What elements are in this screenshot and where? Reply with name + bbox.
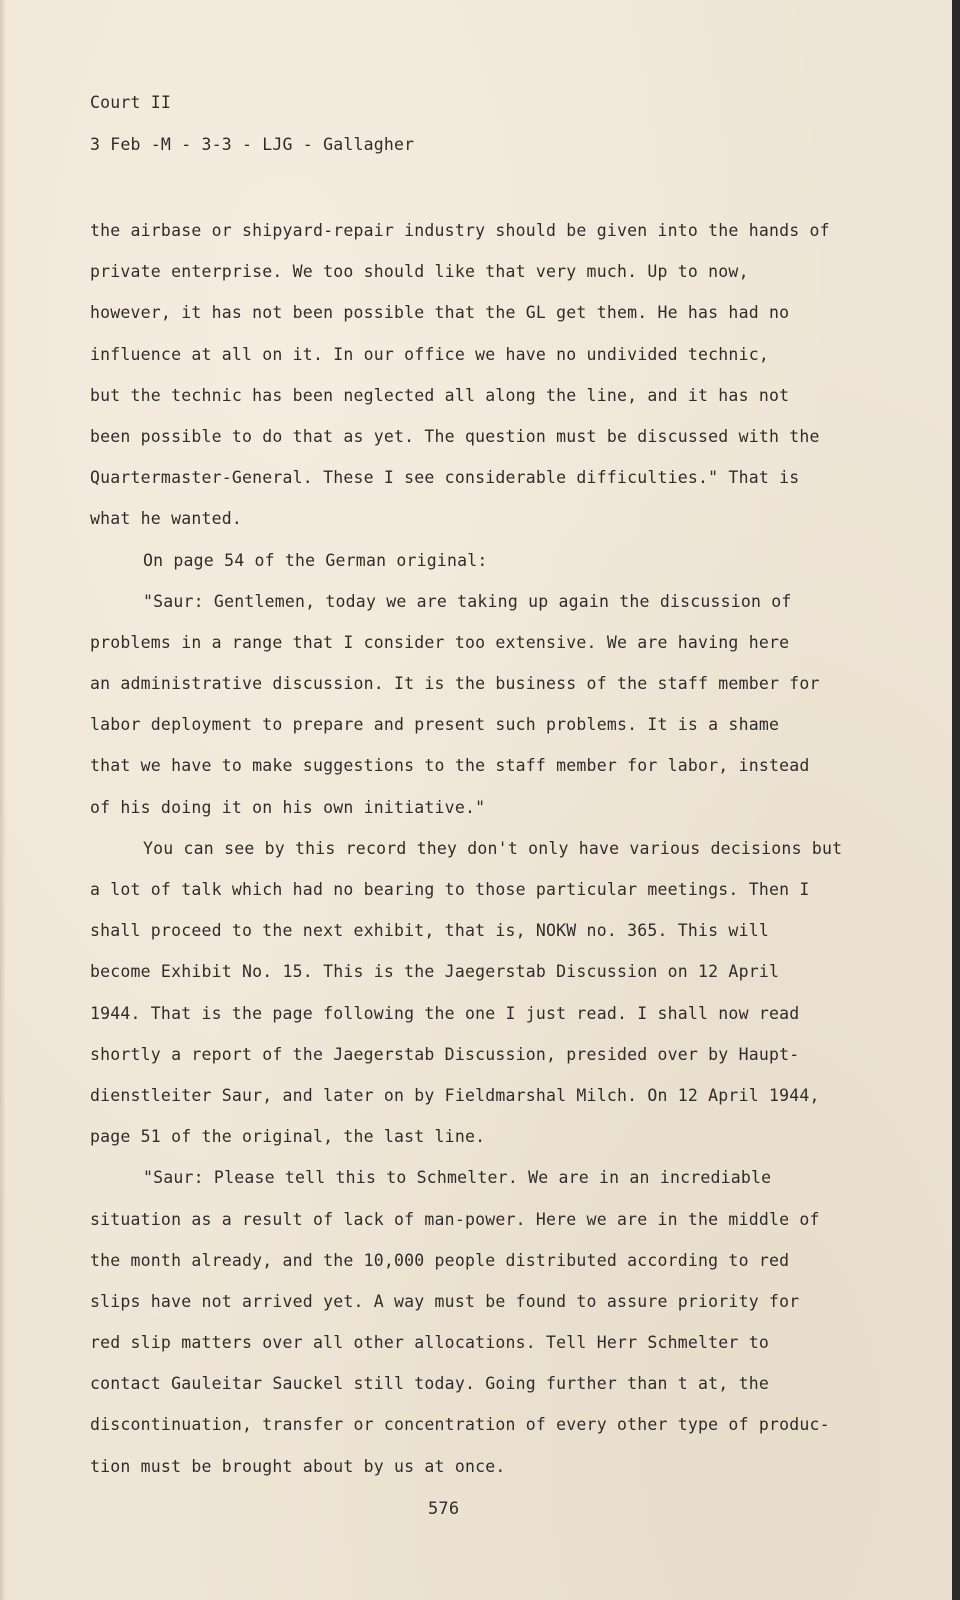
transcript-line: 1944. That is the page following the one I just read. I shall now read — [90, 1003, 800, 1023]
transcript-line: red slip matters over all other allocations. Tell Herr Schmelter to — [90, 1333, 769, 1353]
page-number: 576 — [428, 1499, 460, 1519]
transcript-line: situation as a result of lack of man-power. Here we are in the middle of — [90, 1209, 820, 1229]
transcript-line: contact Gauleitar Sauckel still today. Going further than t at, the — [90, 1374, 769, 1394]
session-heading: 3 Feb -M - 3-3 - LJG - Gallagher — [90, 135, 415, 154]
transcript-line: shall proceed to the next exhibit, that is, NOKW no. 365. This will — [90, 921, 769, 941]
transcript-line: page 51 of the original, the last line. — [90, 1127, 486, 1147]
transcript-line: however, it has not been possible that the GL get them. He has had no — [90, 303, 790, 323]
transcript-line: become Exhibit No. 15. This is the Jaegerstab Discussion on 12 April — [90, 962, 780, 982]
transcript-line: shortly a report of the Jaegerstab Discussion, presided over by Haupt- — [90, 1044, 800, 1064]
transcript-line: what he wanted. — [90, 509, 243, 529]
transcript-line: "Saur: Please tell this to Schmelter. We are in an incrediable — [143, 1168, 772, 1188]
transcript-line: dienstleiter Saur, and later on by Fieldmarshal Milch. On 12 April 1944, — [90, 1085, 820, 1105]
transcript-line: labor deployment to prepare and present such problems. It is a shame — [90, 715, 780, 735]
transcript-line: private enterprise. We too should like that very much. Up to now, — [90, 262, 749, 282]
transcript-line: problems in a range that I consider too extensive. We are having here — [90, 632, 790, 652]
transcript-line: "Saur: Gentlemen, today we are taking up again the discussion of — [143, 591, 792, 611]
court-heading: Court II — [90, 93, 172, 112]
transcript-line: Quartermaster-General. These I see considerable difficulties." That is — [90, 468, 800, 488]
transcript-line: slips have not arrived yet. A way must be found to assure priority for — [90, 1291, 800, 1311]
transcript-line: a lot of talk which had no bearing to those particular meetings. Then I — [90, 880, 810, 899]
transcript-body — [90, 210, 860, 1487]
transcript-line: influence at all on it. In our office we have no undivided technic, — [90, 344, 769, 364]
transcript-line: of his doing it on his own initiative." — [90, 797, 486, 817]
transcript-line: been possible to do that as yet. The question must be discussed with the — [90, 426, 820, 446]
transcript-line: that we have to make suggestions to the staff member for labor, instead — [90, 756, 810, 776]
transcript-line: the month already, and the 10,000 people distributed according to red — [90, 1250, 790, 1270]
transcript-line: You can see by this record they don't only have various decisions but — [143, 838, 843, 858]
transcript-line: an administrative discussion. It is the business of the staff member for — [90, 674, 820, 694]
transcript-line: tion must be brought about by us at once. — [90, 1456, 506, 1476]
transcript-line: but the technic has been neglected all along the line, and it has not — [90, 385, 790, 405]
transcript-line: On page 54 of the German original: — [143, 550, 488, 570]
transcript-line: the airbase or shipyard-repair industry should be given into the hands of — [90, 221, 830, 240]
page-edge-shadow — [0, 0, 6, 1600]
transcript-line: discontinuation, transfer or concentration of every other type of produc- — [90, 1415, 830, 1435]
